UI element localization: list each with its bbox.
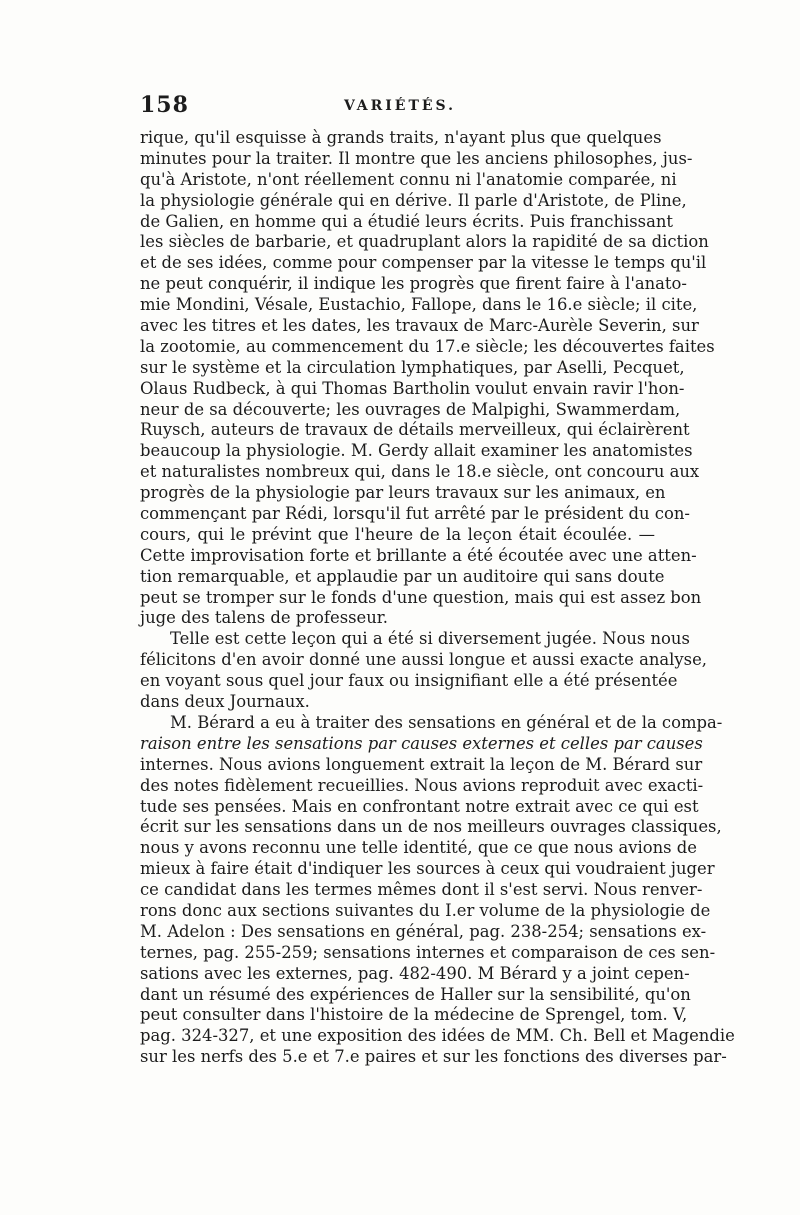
page-header (140, 92, 660, 122)
text-line: M. Adelon : Des sensations en général, pag. 238-254; sensations ex- (140, 921, 707, 941)
text-line: qu'à Aristote, n'ont réellement connu ni l'anatomie comparée, ni (140, 169, 677, 189)
text-line: ce candidat dans les termes mêmes dont il s'est servi. Nous renver- (140, 880, 703, 900)
text-line: ternes, pag. 255-259; sensations internes et comparaison de ces sen- (140, 942, 716, 962)
text-line: commençant par Rédi, lorsqu'il fut arrêté par le président du con- (140, 504, 690, 524)
text-line: M. Bérard a eu à traiter des sensations en général et de la compa- (170, 712, 723, 732)
running-head: VARIÉTÉS. (343, 98, 457, 114)
text-line: minutes pour la traiter. Il montre que les anciens philosophes, jus- (140, 148, 693, 168)
text-line: peut se tromper sur le fonds d'une question, mais qui est assez bon (140, 587, 702, 607)
text-line: la zootomie, au commencement du 17.e siècle; les découvertes faites (140, 336, 715, 356)
text-line: raison entre les sensations par causes externes et celles par causes (140, 733, 703, 753)
text-line: peut consulter dans l'histoire de la médecine de Sprengel, tom. V, (140, 1005, 688, 1025)
text-line: sations avec les externes, pag. 482-490. M Bérard y a joint cepen- (140, 963, 690, 983)
page-number: 158 (140, 92, 189, 118)
text-line: mieux à faire était d'indiquer les sources à ceux qui voudraient juger (140, 859, 715, 879)
text-line: rons donc aux sections suivantes du I.er volume de la physiologie de (140, 900, 711, 920)
text-line: progrès de la physiologie par leurs travaux sur les animaux, en (140, 483, 666, 503)
text-line: Cette improvisation forte et brillante a été écoutée avec une atten- (140, 545, 697, 565)
text-line: écrit sur les sensations dans un de nos meilleurs ouvrages classiques, (140, 817, 722, 837)
text-line: pag. 324-327, et une exposition des idées de MM. Ch. Bell et Magendie (140, 1026, 735, 1046)
text-line: Ruysch, auteurs de travaux de détails merveilleux, qui éclairèrent (140, 420, 690, 440)
text-line: tude ses pensées. Mais en confrontant notre extrait avec ce qui est (140, 796, 699, 816)
text-line: mie Mondini, Vésale, Eustachio, Fallope, dans le 16.e siècle; il cite, (140, 295, 698, 315)
text-line: rique, qu'il esquisse à grands traits, n'ayant plus que quelques (140, 128, 662, 147)
text-line: dant un résumé des expériences de Haller sur la sensibilité, qu'on (140, 984, 691, 1004)
text-line: ne peut conquérir, il indique les progrès que firent faire à l'anato- (140, 274, 687, 294)
text-line: nous y avons reconnu une telle identité, que ce que nous avions de (140, 838, 697, 858)
body-text (140, 128, 735, 1068)
text-line: tion remarquable, et applaudie par un auditoire qui sans doute (140, 566, 665, 586)
text-line: cours, qui le prévint que l'heure de la leçon était écoulée. — (140, 524, 655, 544)
text-line: des notes fidèlement recueillies. Nous avions reproduit avec exacti- (140, 775, 704, 795)
text-line: sur les nerfs des 5.e et 7.e paires et sur les fonctions des diverses par- (140, 1047, 727, 1067)
text-line: internes. Nous avions longuement extrait la leçon de M. Bérard sur (140, 754, 703, 774)
text-line: félicitons d'en avoir donné une aussi longue et aussi exacte analyse, (140, 650, 708, 670)
text-line: et naturalistes nombreux qui, dans le 18.e siècle, ont concouru aux (140, 462, 700, 482)
text-line: beaucoup la physiologie. M. Gerdy allait examiner les anatomistes (140, 441, 693, 461)
text-line: neur de sa découverte; les ouvrages de Malpighi, Swammerdam, (140, 399, 681, 419)
text-line: Telle est cette leçon qui a été si diversement jugée. Nous nous (170, 629, 690, 649)
text-line: juge des talens de professeur. (140, 608, 389, 628)
text-line: et de ses idées, comme pour compenser par la vitesse le temps qu'il (140, 253, 707, 273)
text-line: la physiologie générale qui en dérive. Il parle d'Aristote, de Pline, (140, 190, 687, 210)
text-line: les siècles de barbarie, et quadruplant alors la rapidité de sa diction (140, 232, 709, 252)
text-line: Olaus Rudbeck, à qui Thomas Bartholin voulut envain ravir l'hon- (140, 378, 685, 398)
text-line: avec les titres et les dates, les travaux de Marc-Aurèle Severin, sur (140, 316, 699, 336)
text-line: sur le système et la circulation lymphatiques, par Aselli, Pecquet, (140, 357, 685, 377)
text-line: en voyant sous quel jour faux ou insignifiant elle a été présentée (140, 671, 678, 691)
text-line: de Galien, en homme qui a étudié leurs écrits. Puis franchissant (140, 211, 674, 231)
text-line: dans deux Journaux. (140, 692, 310, 712)
